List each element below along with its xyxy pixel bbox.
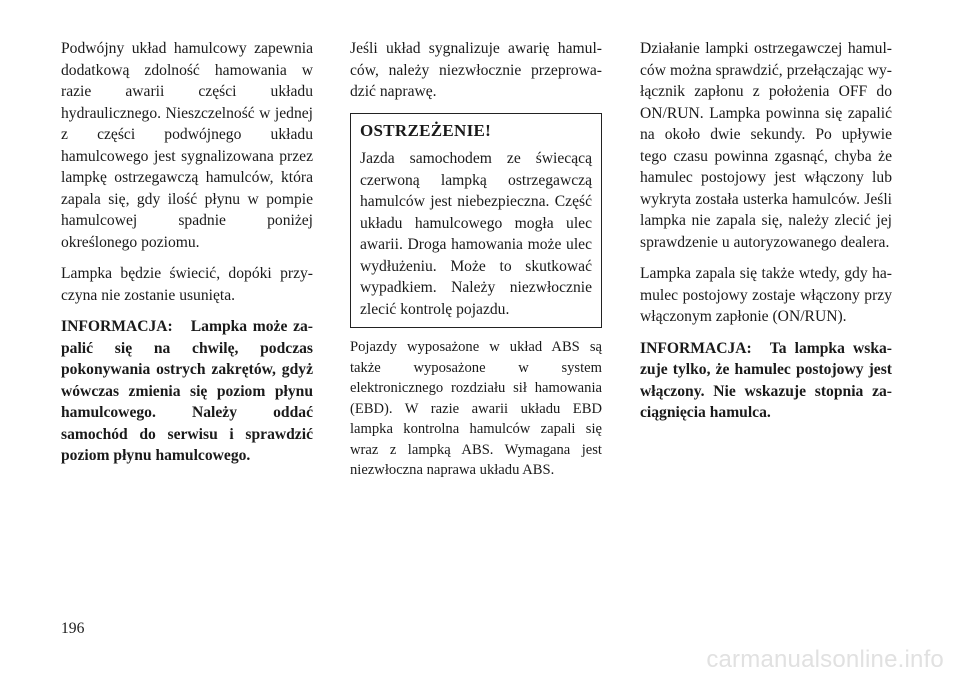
note-label: INFORMACJA: [61, 318, 173, 335]
note-brake-fluid-level [61, 316, 313, 467]
paragraph-ebd-system: Pojazdy wyposażone w układ ABS są także wyposażone w system elektronicznego rozdziału sił hamowania (EBD). W razie awarii układu EBD lampka kontrolna hamulców zapali się wraz z lampką ABS. Wymagana jest niezwłoczna naprawa układu ABS. [350, 339, 602, 478]
paragraph-dual-brake-system: Podwójny układ hamulcowy zapewnia dodatkową zdolność hamowania w razie awarii części układu hydraulicznego. Nieszczelność w jednej z części podwójnego układu hamulcowego jest sygnalizowana przez lampkę ostrzegawczą hamulców, która zapala się, gdy ilość płynu w pompie hamulcowej spadnie poniżej określonego poziomu. [61, 40, 313, 251]
note-text: Lampka może zapalić się na chwilę, podczas pokonywania ostrych zakrętów, gdyż wówczas zmienia się poziom płynu hamulcowego. Należy oddać samochód do serwisu i sprawdzić poziom płynu hamulcowego. [61, 318, 313, 464]
column-right [640, 38, 892, 434]
watermark: carmanualsonline.info [706, 646, 944, 673]
warning-box [350, 113, 602, 329]
column-left [61, 38, 313, 477]
note-text: Ta lampka wskazuje tylko, że hamulec postojowy jest włączony. Nie wskazuje stopnia zaciągnięcia hamulca. [640, 339, 892, 421]
warning-title: OSTRZEŻENIE! [360, 120, 492, 140]
page-number: 196 [61, 620, 85, 637]
paragraph-parking-brake: Lampka zapala się także wtedy, gdy hamulec postojowy zostaje włączony przy włączonym zapłonie (ON/RUN). [640, 265, 892, 325]
note-label: INFORMACJA: [640, 339, 752, 357]
paragraph-repair-immediately: Jeśli układ sygnalizuje awarię hamulców, należy niezwłocznie przeprowadzić naprawę. [350, 40, 602, 100]
note-parking-brake [640, 338, 892, 424]
paragraph-lamp-stays-lit: Lampka będzie świecić, dopóki przyczyna nie zostanie usunięta. [61, 265, 313, 304]
column-middle [350, 38, 602, 491]
paragraph-lamp-check: Działanie lampki ostrzegawczej hamulców można sprawdzić, przełączając wyłącznik zapłonu z położenia OFF do ON/RUN. Lampka powinna się zapalić na około dwie sekundy. Po upływie tego czasu powinna zgasnąć, chyba że hamulec postojowy jest włączony lub wykryta została usterka hamulców. Jeśli lampka nie zapala się, należy zlecić jej sprawdzenie u autoryzowanego dealera. [640, 40, 892, 251]
warning-text: Jazda samochodem ze świecącą czerwoną lampką ostrzegawczą hamulców jest niebezpieczna. Część układu hamulcowego mogła ulec awarii. Droga hamowania może ulec wydłużeniu. Może to skutkować wypadkiem. Należy niezwłocznie zlecić kontrolę pojazdu. [360, 150, 592, 318]
